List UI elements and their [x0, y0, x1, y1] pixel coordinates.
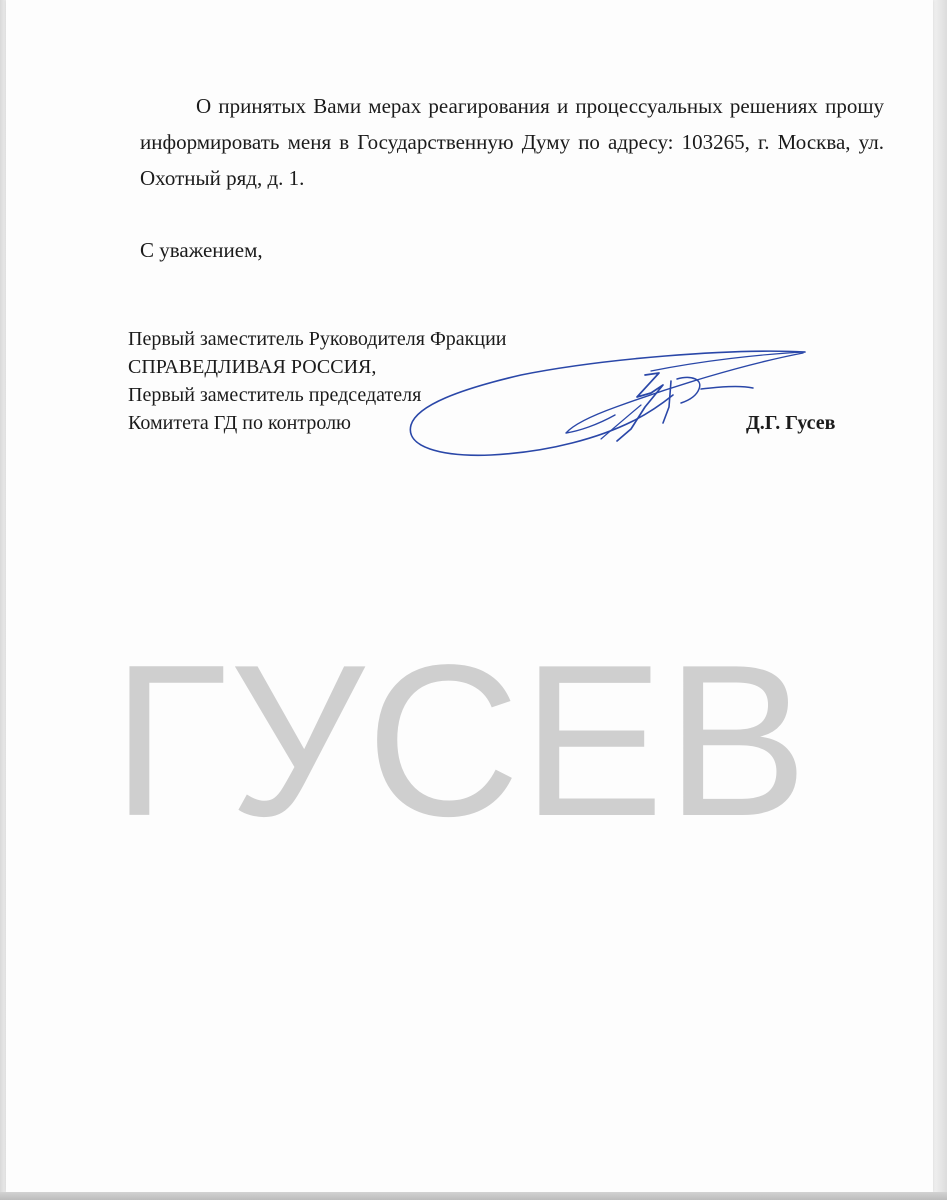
watermark-text: ГУСЕВ: [112, 619, 810, 861]
signer-name: Д.Г. Гусев: [746, 412, 836, 434]
letter-body-paragraph: О принятых Вами мерах реагирования и процессуальных решениях прошу информировать меня в Государственную Думу по адресу: 103265, г. Москва, ул. Охотный ряд, д. 1.: [140, 94, 884, 190]
document-page: [6, 0, 933, 1192]
signer-position-line-4: Комитета ГД по контролю: [128, 412, 351, 434]
signer-position-line-3: Первый заместитель председателя: [128, 384, 422, 406]
page-edge-right: [933, 0, 947, 1200]
handwritten-signature: [401, 345, 811, 463]
letter-closing: С уважением,: [140, 238, 263, 262]
signer-position-line-2: СПРАВЕДЛИВАЯ РОССИЯ,: [128, 356, 377, 378]
signer-position-line-1: Первый заместитель Руководителя Фракции: [128, 328, 507, 350]
page-edge-bottom: [0, 1192, 947, 1200]
